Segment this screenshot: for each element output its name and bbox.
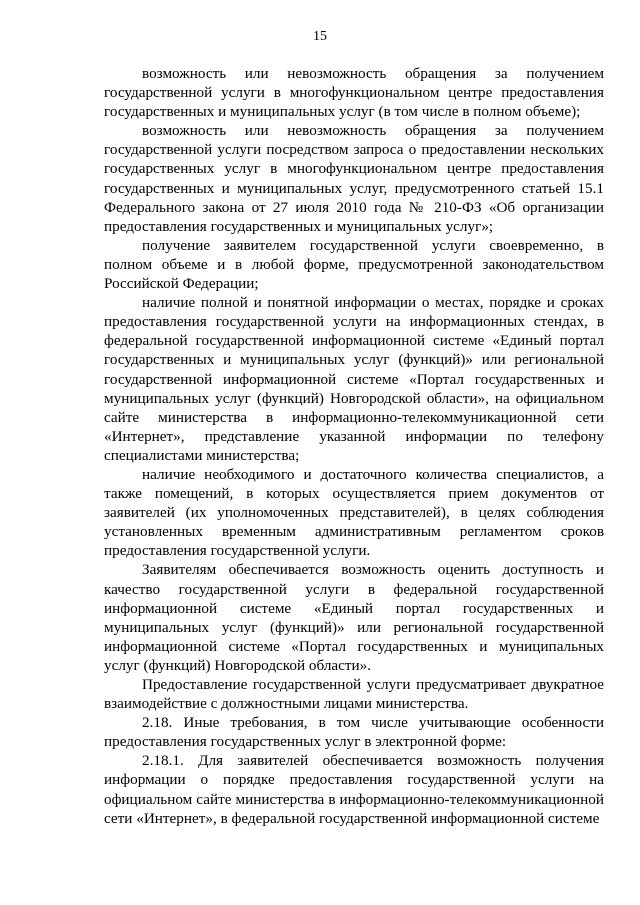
paragraph-timely-service: получение заявителем государственной услуги своевременно, в полном объеме и в любой форме, предусмотренной законодательством Российской Федерации; xyxy=(104,236,604,293)
document-body xyxy=(104,64,604,828)
paragraph-multiple-services-request: возможность или невозможность обращения за получением государственной услуги посредством запроса о предоставлении нескольких государственных услуг в многофункциональном центре предоставления государственных и муниципальных услуг, предусмотренного статьей 15.1 Федерального закона от 27 июля 2010 года № 210-ФЗ «Об организации предоставления государственных и муниципальных услуг»; xyxy=(104,122,604,235)
paragraph-staff-and-premises: наличие необходимого и достаточного количества специалистов, а также помещений, в которых осуществляется прием документов от заявителей (их уполномоченных представителей), в целях соблюдения установленных временным административным регламентом сроков предоставления государственной услуги. xyxy=(104,465,604,560)
paragraph-interactions: Предоставление государственной услуги предусматривает двукратное взаимодействие с должностными лицами министерства. xyxy=(104,676,604,713)
paragraph-information-availability: наличие полной и понятной информации о местах, порядке и сроках предоставления государственной услуги на информационных стендах, в федеральной государственной информационной системе «Единый портал государственных и муниципальных услуг (функций)» или региональной государственной информационной системе «Портал государственных и муниципальных услуг (функций) Новгородской области», на официальном сайте министерства в информационно-телекоммуникационной сети «Интернет», представление указанной информации по телефону специалистами министерства; xyxy=(104,294,604,464)
page-number: 15 xyxy=(313,29,327,44)
paragraph-quality-assessment: Заявителям обеспечивается возможность оценить доступность и качество государственной услуги в федеральной государственной информационной системе «Единый портал государственных и муниципальных услуг (функций)» или региональной государственной информационной системе «Портал государственных и муниципальных услуг (функций) Новгородской области». xyxy=(104,561,604,674)
paragraph-section-2-18: 2.18. Иные требования, в том числе учитывающие особенности предоставления государственных услуг в электронной форме: xyxy=(104,714,604,751)
paragraph-section-2-18-1: 2.18.1. Для заявителей обеспечивается возможность получения информации о порядке предоставления государственной услуги на официальном сайте министерства в информационно-телекоммуникационной сети «Интернет», в федеральной государственной информационной системе xyxy=(104,752,604,827)
paragraph-mfc-possibility: возможность или невозможность обращения за получением государственной услуги в многофункциональном центре предоставления государственных и муниципальных услуг (в том числе в полном объеме); xyxy=(104,65,604,121)
